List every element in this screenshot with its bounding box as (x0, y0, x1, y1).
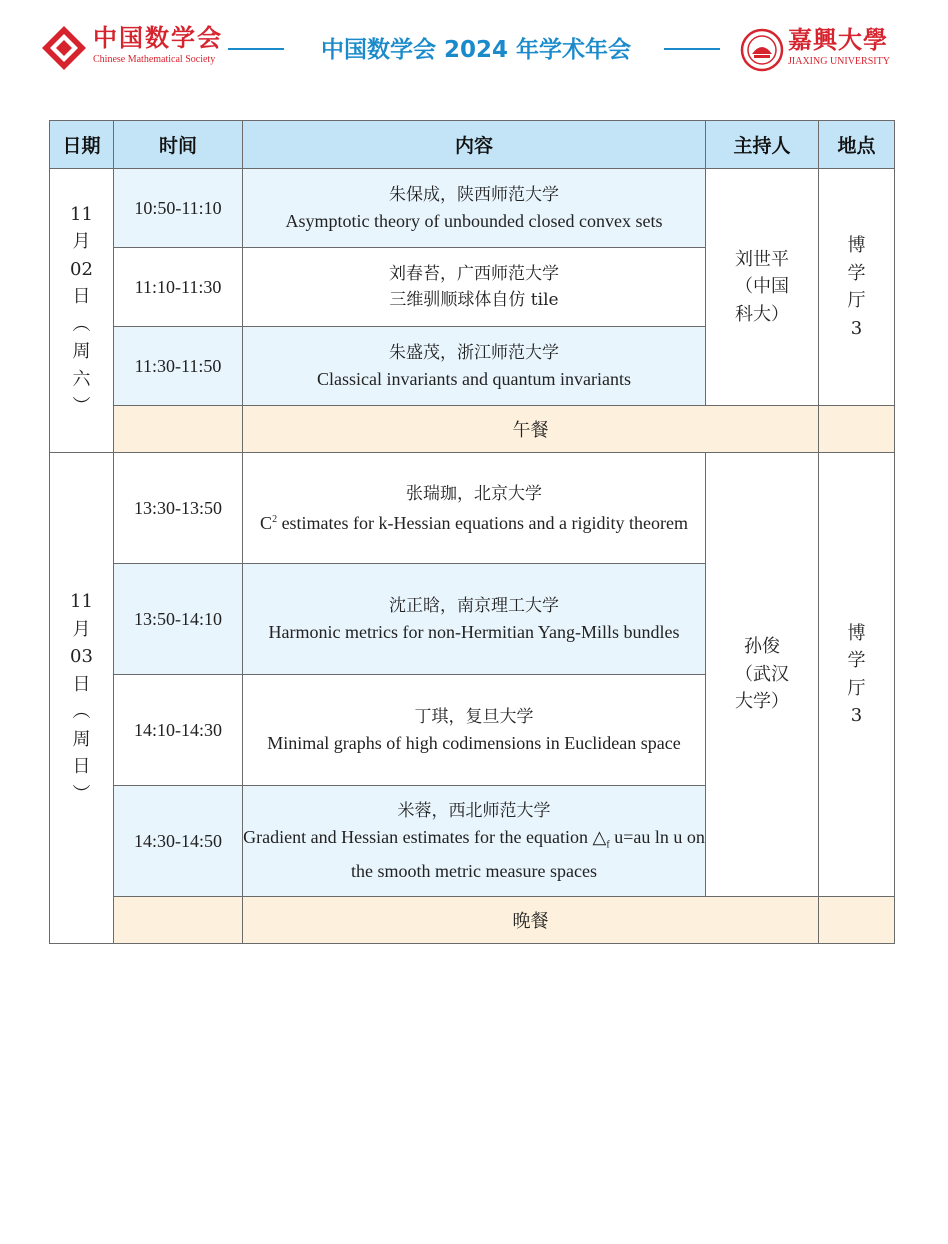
talk-title: Gradient and Hessian estimates for the equation $\triangle_f$ u=au ln u on the smooth metric measure spaces (243, 826, 705, 882)
talk-time: 11:30-11:50 (114, 327, 243, 406)
day2-host: 孙俊 （武汉 大学） (706, 453, 819, 897)
table-row (50, 453, 895, 564)
talk-speaker: 朱盛茂，浙江师范大学 (389, 343, 559, 363)
university-name (788, 26, 890, 68)
talk-title: Asymptotic theory of unbounded closed convex sets (285, 211, 663, 231)
talk-title: Minimal graphs of high codimensions in Euclidean space (267, 733, 681, 753)
talk-content (243, 564, 706, 675)
table-row (50, 169, 895, 248)
talk-content (243, 169, 706, 248)
column-header-time: 时间 (114, 121, 243, 169)
talk-time: 14:30-14:50 (114, 786, 243, 897)
day2-date: 11 月 03 日 ︵ 周 日 ︶ (50, 453, 114, 944)
meal-spacer (819, 406, 895, 453)
page-header (0, 0, 948, 100)
talk-content (243, 675, 706, 786)
cms-name-en: Chinese Mathematical Society (93, 54, 216, 65)
day1-venue: 博 学 厅 3 (819, 169, 895, 406)
table-header-row (50, 121, 895, 169)
talk-title: Classical invariants and quantum invariants (317, 369, 631, 389)
meal-spacer (114, 897, 243, 944)
talk-speaker: 米蓉，西北师范大学 (397, 800, 551, 821)
jiaxing-university-seal-icon (740, 28, 784, 72)
talk-content (243, 453, 706, 564)
column-header-content: 内容 (243, 121, 706, 169)
column-header-venue: 地点 (819, 121, 895, 169)
talk-speaker: 张瑞珈，北京大学 (406, 483, 542, 504)
talk-title: Harmonic metrics for non-Hermitian Yang-Mills bundles (268, 622, 680, 642)
day1-date: 11 月 02 日 ︵ 周 六 ︶ (50, 169, 114, 453)
talk-speaker: 丁琪，复旦大学 (414, 707, 534, 727)
talk-time: 13:30-13:50 (114, 453, 243, 564)
meal-row (50, 897, 895, 944)
cms-logo-icon (42, 26, 86, 70)
talk-time: 14:10-14:30 (114, 675, 243, 786)
talk-speaker: 刘春苔，广西师范大学 (389, 264, 559, 284)
talk-time: 11:10-11:30 (114, 248, 243, 327)
meal-row (50, 406, 895, 453)
title-rule-right (664, 48, 720, 50)
talk-speaker: 沈正晗，南京理工大学 (389, 596, 559, 616)
talk-time: 10:50-11:10 (114, 169, 243, 248)
meal-spacer (819, 897, 895, 944)
day2-venue: 博 学 厅 3 (819, 453, 895, 897)
day1-host: 刘世平 （中国 科大） (706, 169, 819, 406)
meal-label: 午餐 (243, 406, 819, 453)
university-name-cn: 嘉興大學 (788, 25, 888, 54)
column-header-host: 主持人 (706, 121, 819, 169)
cms-name-cn: 中国数学会 (93, 23, 223, 52)
title-rule-left (228, 48, 284, 50)
meal-label: 晚餐 (243, 897, 819, 944)
talk-content (243, 327, 706, 406)
talk-speaker: 朱保成，陕西师范大学 (389, 185, 559, 205)
cms-name (93, 24, 223, 66)
talk-title: 三维驯顺球体自仿 tile (389, 290, 559, 310)
column-header-date: 日期 (50, 121, 114, 169)
talk-content (243, 248, 706, 327)
meal-spacer (114, 406, 243, 453)
talk-title: $C^2$ estimates for k-Hessian equations and a rigidity theorem (260, 512, 688, 533)
university-name-en: JIAXING UNIVERSITY (788, 56, 890, 67)
conference-title: 中国数学会 2024 年学术年会 (320, 37, 632, 63)
talk-content (243, 786, 706, 897)
schedule-table (49, 120, 895, 944)
talk-time: 13:50-14:10 (114, 564, 243, 675)
